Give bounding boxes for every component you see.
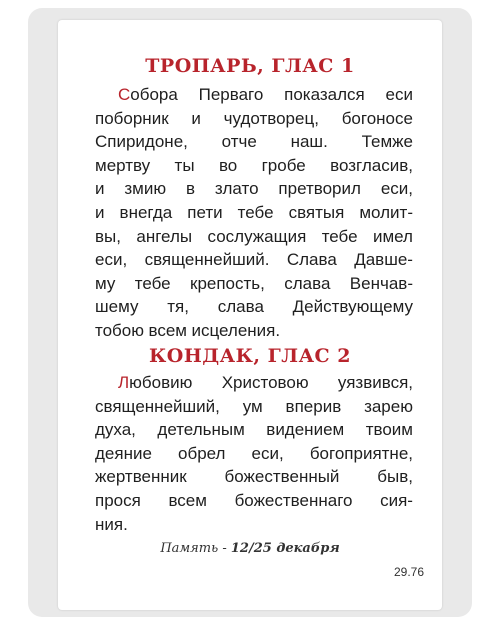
word: Христовою [221, 373, 309, 392]
word: пети [187, 202, 223, 222]
word: претворил [278, 179, 361, 199]
word: быв, [377, 467, 413, 487]
word: змию [124, 179, 167, 199]
initial-capital: Л [118, 373, 130, 392]
word: молит- [359, 202, 413, 222]
word: божественный [224, 467, 340, 487]
word: еси [385, 85, 413, 104]
word: святыя [288, 202, 345, 222]
troparion-line [95, 225, 413, 249]
word: Спиридоне, [95, 132, 188, 152]
word: слава [284, 273, 331, 293]
troparion-line [95, 201, 413, 225]
word: тебе [134, 273, 171, 293]
word: и [95, 202, 105, 222]
word: ты [174, 155, 195, 175]
word: Венчав- [349, 273, 413, 293]
troparion-line [95, 319, 413, 343]
word: Перваго [198, 85, 264, 104]
word: тебе [237, 202, 274, 222]
word: Слава [286, 250, 337, 270]
troparion-line [95, 130, 413, 154]
troparion-text [95, 83, 413, 343]
kontakion-heading: КОНДАК, ГЛАС 2 [148, 345, 352, 367]
product-code: 29.76 [393, 565, 424, 579]
word: жертвенник [95, 467, 187, 487]
word: мертву [95, 155, 151, 175]
word: показался [284, 85, 365, 104]
kontakion-line [95, 465, 413, 489]
memory-label: Память - [160, 541, 227, 556]
word: злато [214, 179, 259, 199]
word: духа, [95, 420, 136, 440]
word: сия- [380, 490, 413, 510]
word: и [95, 179, 105, 199]
word: Собора [118, 85, 178, 104]
word: детельным [157, 420, 245, 440]
word: и [191, 108, 201, 128]
troparion-line [95, 272, 413, 296]
kontakion-line [95, 418, 413, 442]
word: шему [95, 297, 139, 317]
troparion-heading: ТРОПАРЬ, ГЛАС 1 [145, 55, 355, 77]
word: ангелы [136, 226, 193, 246]
word: Темже [361, 132, 413, 152]
kontakion-text [95, 371, 413, 536]
word: в [185, 179, 196, 199]
word: Давше- [354, 250, 413, 270]
troparion-line [95, 107, 413, 131]
word: крепость, [190, 273, 265, 293]
memory-date: 12/25 декабря [230, 541, 340, 556]
kontakion-line [95, 489, 413, 513]
word: зарею [364, 396, 413, 416]
word: еси, [95, 250, 128, 270]
word: Действующему [292, 297, 413, 317]
word: священнейший, [95, 396, 220, 416]
word: ния. [95, 514, 128, 534]
word: обрел [178, 443, 226, 463]
word: деяние [95, 443, 152, 463]
word: тебе [321, 226, 358, 246]
commemoration-date [58, 541, 442, 556]
initial-capital: С [118, 85, 131, 104]
word: чудотворец, [223, 108, 319, 128]
word: священнейший. [144, 250, 270, 270]
kontakion-line [95, 371, 413, 395]
word: гробе [261, 155, 306, 175]
word: всем [148, 320, 187, 340]
word: возгласив, [330, 155, 413, 175]
word: поборник [95, 108, 169, 128]
word: тобою [95, 320, 144, 340]
word: Любовию [118, 373, 193, 392]
word: ум [242, 396, 263, 416]
word: еси, [380, 179, 413, 199]
word: сослужащия [207, 226, 307, 246]
word: му [95, 273, 116, 293]
word: всем [168, 490, 207, 510]
word: богоносе [341, 108, 413, 128]
troparion-line [95, 83, 413, 107]
troparion-line [95, 295, 413, 319]
kontakion-line [95, 395, 413, 419]
word: божественнаго [234, 490, 353, 510]
word: прося [95, 490, 141, 510]
word: имел [372, 226, 413, 246]
word: исцеления. [191, 320, 281, 340]
word: твоим [365, 420, 413, 440]
troparion-line [95, 154, 413, 178]
word: богоприятне, [309, 443, 413, 463]
prayer-card [58, 20, 442, 610]
word: слава [217, 297, 264, 317]
word: видением [266, 420, 345, 440]
word: внегда [119, 202, 173, 222]
word: уязвився, [337, 373, 413, 392]
kontakion-line [95, 513, 413, 537]
word: тя, [167, 297, 189, 317]
troparion-line [95, 177, 413, 201]
word: во [218, 155, 238, 175]
word: еси, [251, 443, 284, 463]
word: вы, [95, 226, 121, 246]
troparion-line [95, 248, 413, 272]
word: отче [221, 132, 257, 152]
kontakion-line [95, 442, 413, 466]
word: наш. [290, 132, 328, 152]
word: вперив [285, 396, 342, 416]
